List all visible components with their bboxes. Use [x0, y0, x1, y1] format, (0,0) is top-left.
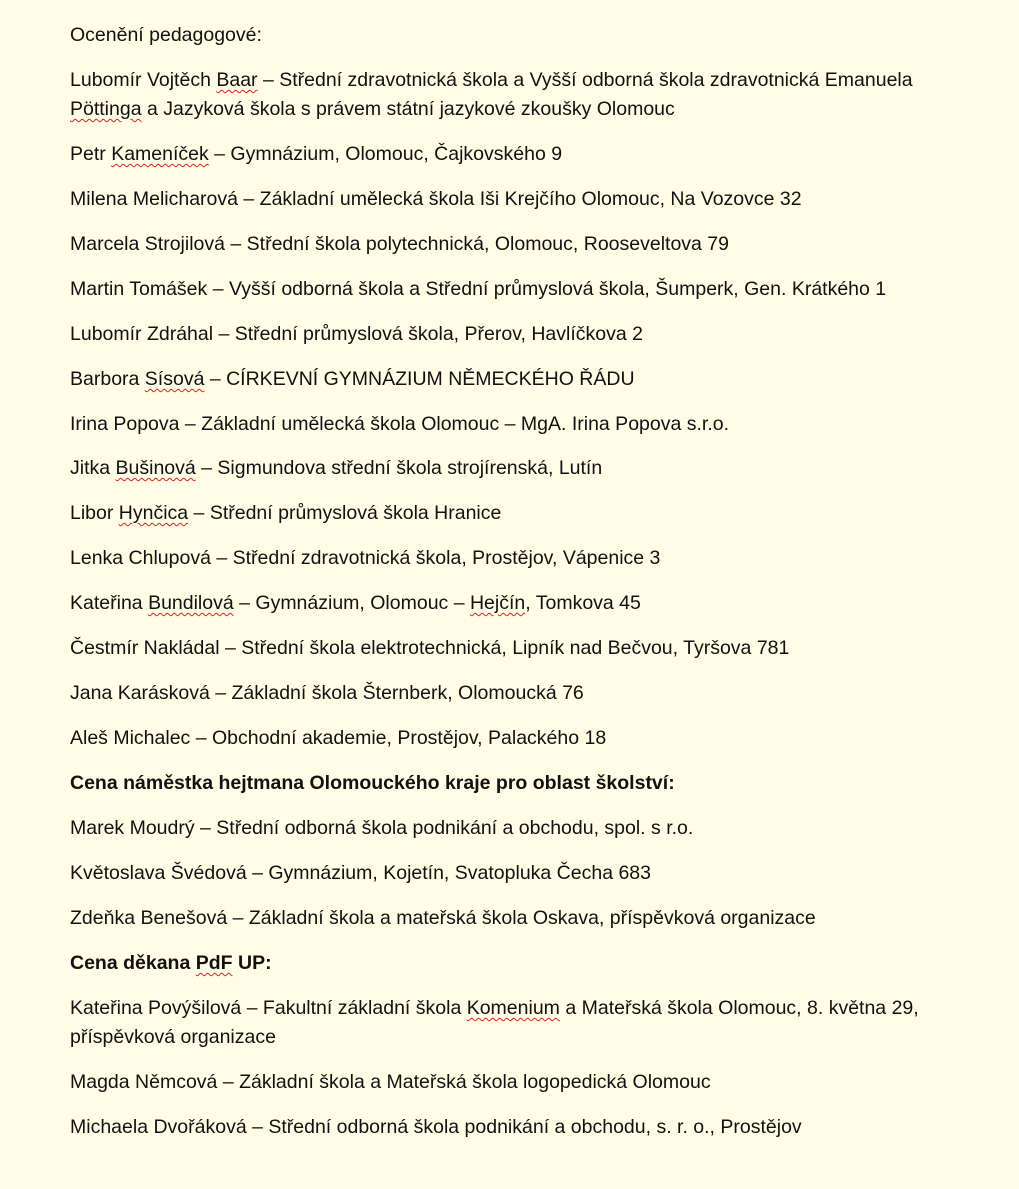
section-heading: Cena děkana PdF UP:: [70, 952, 272, 974]
list-item: Lubomír Vojtěch Baar – Střední zdravotnická škola a Vyšší odborná škola zdravotnická Emanuela: [70, 69, 913, 91]
page-heading: Ocenění pedagogové:: [70, 24, 262, 46]
spellcheck-flag[interactable]: Kameníček: [111, 143, 209, 165]
section-heading: Cena náměstka hejtmana Olomouckého kraje pro oblast školství:: [70, 772, 675, 794]
list-item: Marcela Strojilová – Střední škola polytechnická, Olomouc, Rooseveltova 79: [70, 233, 729, 255]
spellcheck-flag[interactable]: Sísová: [144, 368, 205, 390]
list-item: Marek Moudrý – Střední odborná škola podnikání a obchodu, spol. s r.o.: [70, 817, 694, 839]
spellcheck-flag[interactable]: Hynčica: [118, 502, 189, 524]
list-item: Magda Němcová – Základní škola a Mateřská škola logopedická Olomouc: [70, 1071, 711, 1093]
spellcheck-flag[interactable]: Komenium: [466, 997, 560, 1019]
list-item: Aleš Michalec – Obchodní akademie, Prostějov, Palackého 18: [70, 727, 607, 749]
spellcheck-flag[interactable]: Bušinová: [115, 457, 196, 479]
list-item: Milena Melicharová – Základní umělecká škola Iši Krejčího Olomouc, Na Vozovce 32: [70, 188, 802, 210]
list-item: Kateřina Bundilová – Gymnázium, Olomouc – Hejčín, Tomkova 45: [70, 592, 641, 614]
list-item-continuation: Pöttinga a Jazyková škola s právem státní jazykové zkoušky Olomouc: [70, 98, 675, 120]
list-item: Zdeňka Benešová – Základní škola a mateřská škola Oskava, příspěvková organizace: [70, 907, 816, 929]
list-item: Čestmír Nakládal – Střední škola elektrotechnická, Lipník nad Bečvou, Tyršova 781: [70, 637, 790, 659]
list-item: Jitka Bušinová – Sigmundova střední škola strojírenská, Lutín: [70, 457, 603, 479]
list-item: Lenka Chlupová – Střední zdravotnická škola, Prostějov, Vápenice 3: [70, 547, 661, 569]
list-item: Lubomír Zdráhal – Střední průmyslová škola, Přerov, Havlíčkova 2: [70, 323, 643, 345]
spellcheck-flag[interactable]: Baar: [216, 69, 258, 91]
list-item: Michaela Dvořáková – Střední odborná škola podnikání a obchodu, s. r. o., Prostějov: [70, 1116, 802, 1138]
spellcheck-flag[interactable]: Hejčín: [469, 592, 526, 614]
list-item: Květoslava Švédová – Gymnázium, Kojetín, Svatopluka Čecha 683: [70, 862, 651, 884]
list-item: Irina Popova – Základní umělecká škola Olomouc – MgA. Irina Popova s.r.o.: [70, 413, 730, 435]
list-item: Martin Tomášek – Vyšší odborná škola a Střední průmyslová škola, Šumperk, Gen. Krátkého 1: [70, 278, 887, 300]
list-item-continuation: příspěvková organizace: [70, 1026, 276, 1048]
list-item: Kateřina Povýšilová – Fakultní základní škola Komenium a Mateřská škola Olomouc, 8. května 29,: [70, 997, 919, 1019]
list-item: Jana Karásková – Základní škola Šternberk, Olomoucká 76: [70, 682, 584, 704]
list-item: Petr Kameníček – Gymnázium, Olomouc, Čajkovského 9: [70, 143, 563, 165]
list-item: Libor Hynčica – Střední průmyslová škola Hranice: [70, 502, 502, 524]
spellcheck-flag[interactable]: Bundilová: [148, 592, 234, 614]
spellcheck-flag[interactable]: PdF: [195, 952, 233, 974]
list-item: Barbora Sísová – CÍRKEVNÍ GYMNÁZIUM NĚMECKÉHO ŘÁDU: [70, 368, 635, 390]
spellcheck-flag[interactable]: Pöttinga: [70, 98, 142, 120]
